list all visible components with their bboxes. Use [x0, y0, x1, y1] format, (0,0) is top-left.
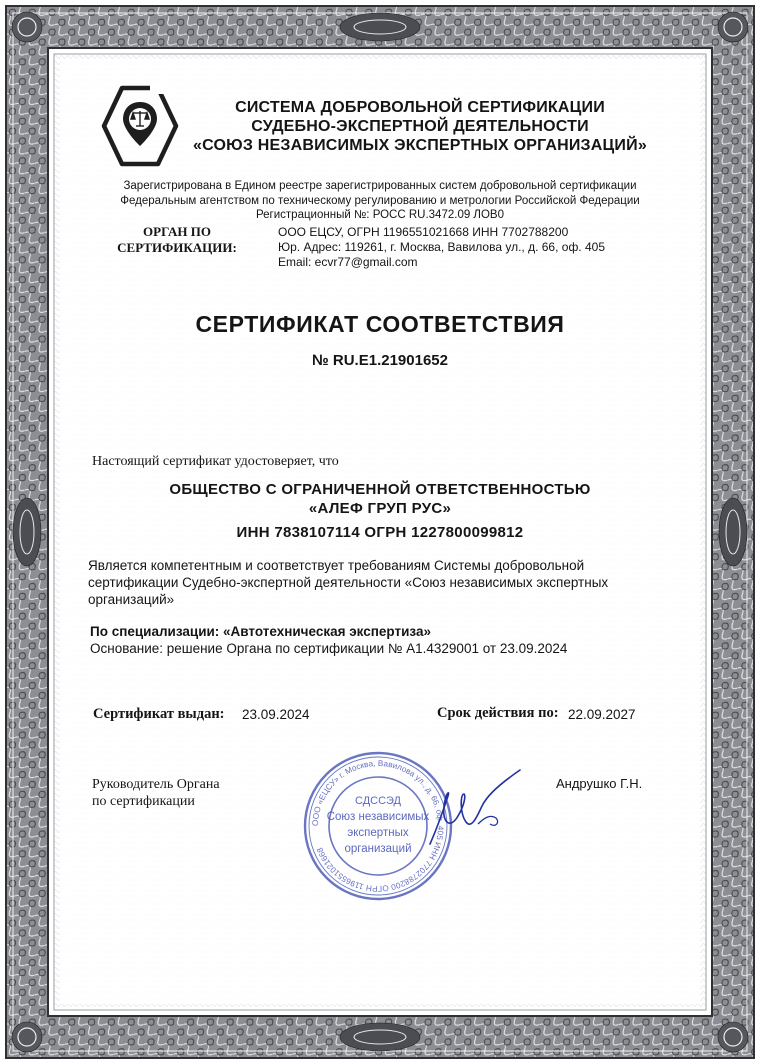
registration-line1: Зарегистрирована в Едином реестре зарегистрированных систем добровольной сертификации [123, 180, 637, 192]
certificate-number: № RU.E1.21901652 [312, 352, 448, 369]
stamp-text-2: Союз независимых [326, 811, 430, 823]
compliance-line2: сертификации Судебно-экспертной деятельности «Союз независимых экспертных [88, 575, 609, 590]
company-name-line1: ОБЩЕСТВО С ОГРАНИЧЕННОЙ ОТВЕТСТВЕННОСТЬЮ [169, 481, 591, 498]
stamp-ring-text: ООО «ЕЦСУ» г. Москва, Вавилова ул., д. 66, оф. 405 ИНН 7702788200 ОГРН 1196551021668 [310, 758, 446, 894]
issued-date: 23.09.2024 [242, 707, 310, 722]
decision-basis: Основание: решение Органа по сертификации № А1.4329001 от 23.09.2024 [90, 641, 568, 656]
handwritten-signature [420, 766, 530, 856]
organ-label-line2: СЕРТИФИКАЦИИ: [117, 240, 237, 255]
intro-text: Настоящий сертификат удостоверяет, что [92, 454, 339, 469]
company-ids: ИНН 7838107114 ОГРН 1227800099812 [236, 524, 524, 541]
header-title-line1: СИСТЕМА ДОБРОВОЛЬНОЙ СЕРТИФИКАЦИИ [235, 99, 605, 116]
compliance-line3: организаций» [88, 592, 175, 607]
organ-label-line1: ОРГАН ПО [143, 224, 211, 239]
stamp-text-3: экспертных [347, 827, 409, 839]
organ-details-line2: Юр. Адрес: 119261, г. Москва, Вавилова ул., д. 66, оф. 405 [278, 240, 605, 254]
company-name-line2: «АЛЕФ ГРУП РУС» [308, 500, 452, 517]
signatory-role-line1: Руководитель Органа [92, 777, 220, 792]
registration-line2: Федеральным агентством по техническому регулированию и метрологии Российской Федерации [120, 195, 640, 207]
stamp-text-1: СДССЭД [355, 795, 401, 807]
organ-details-line1: ООО ЕЦСУ, ОГРН 1196551021668 ИНН 7702788200 [278, 225, 569, 239]
header-title-line2: СУДЕБНО-ЭКСПЕРТНОЙ ДЕЯТЕЛЬНОСТИ [251, 118, 589, 135]
header-title-line3: «СОЮЗ НЕЗАВИСИМЫХ ЭКСПЕРТНЫХ ОРГАНИЗАЦИЙ» [193, 137, 647, 154]
organ-email: Email: ecvr77@gmail.com [278, 255, 418, 269]
compliance-line1: Является компетентным и соответствует требованиям Системы добровольной [88, 558, 585, 573]
valid-until-date: 22.09.2027 [568, 707, 636, 722]
signatory-role-line2: по сертификации [92, 794, 195, 809]
specialization: По специализации: «Автотехническая экспертиза» [90, 624, 431, 639]
certificate-title: СЕРТИФИКАТ СООТВЕТСТВИЯ [195, 311, 565, 337]
stamp-text-4: организаций [344, 843, 412, 855]
registration-number: Регистрационный №: РОСС RU.3472.09 ЛОВ0 [255, 209, 504, 221]
signatory-name: Андрушко Г.Н. [556, 776, 643, 791]
issued-label: Сертификат выдан: [93, 706, 225, 722]
valid-until-label: Срок действия по: [437, 705, 559, 721]
